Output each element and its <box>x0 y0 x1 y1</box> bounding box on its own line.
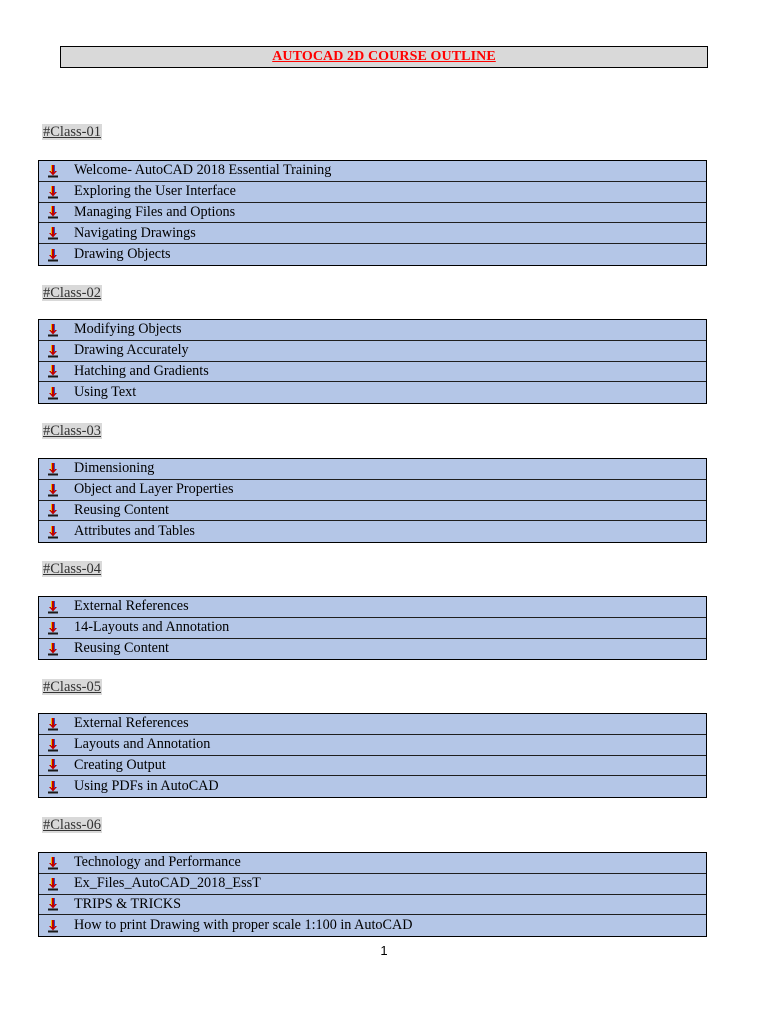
list-item <box>39 874 706 895</box>
arrow-down-bullet-icon <box>46 364 60 378</box>
list-item-label: Ex_Files_AutoCAD_2018_EssT <box>74 875 261 892</box>
list-item-label: Modifying Objects <box>74 321 182 338</box>
list-item-label: TRIPS & TRICKS <box>74 895 181 912</box>
arrow-down-bullet-icon <box>46 323 60 337</box>
class-03-heading: #Class-03 <box>43 423 101 439</box>
arrow-down-bullet-icon <box>46 205 60 219</box>
arrow-down-bullet-icon <box>46 344 60 358</box>
class-04-heading: #Class-04 <box>43 561 101 577</box>
list-item <box>39 853 706 874</box>
arrow-down-bullet-icon <box>46 919 60 933</box>
list-item <box>39 618 706 639</box>
list-item <box>39 501 706 522</box>
arrow-down-bullet-icon <box>46 600 60 614</box>
arrow-down-bullet-icon <box>46 758 60 772</box>
list-item <box>39 639 706 660</box>
list-item <box>39 223 706 244</box>
class-05-list <box>38 713 707 798</box>
list-item <box>39 182 706 203</box>
list-item <box>39 714 706 735</box>
list-item <box>39 895 706 916</box>
list-item <box>39 915 706 936</box>
list-item-label: Using Text <box>74 384 137 401</box>
class-06-heading: #Class-06 <box>43 817 101 833</box>
class-02-list <box>38 319 707 404</box>
class-03-list <box>38 458 707 543</box>
list-item-label: Reusing Content <box>74 501 169 518</box>
list-item-label: Technology and Performance <box>74 854 241 871</box>
class-01-list <box>38 160 707 266</box>
list-item <box>39 521 706 542</box>
list-item-label: How to print Drawing with proper scale 1:100 in AutoCAD <box>74 917 413 934</box>
list-item-label: Reusing Content <box>74 640 169 657</box>
arrow-down-bullet-icon <box>46 621 60 635</box>
list-item-label: Drawing Objects <box>74 246 171 263</box>
list-item-label: Managing Files and Options <box>74 203 236 220</box>
list-item-label: Dimensioning <box>74 460 155 477</box>
list-item <box>39 597 706 618</box>
list-item <box>39 776 706 797</box>
course-title: AUTOCAD 2D COURSE OUTLINE <box>272 49 496 64</box>
class-02-heading: #Class-02 <box>43 285 101 301</box>
list-item-label: External References <box>74 715 189 732</box>
list-item <box>39 203 706 224</box>
arrow-down-bullet-icon <box>46 717 60 731</box>
list-item <box>39 735 706 756</box>
list-item-label: Exploring the User Interface <box>74 183 236 200</box>
list-item-label: Navigating Drawings <box>74 224 196 241</box>
list-item-label: Hatching and Gradients <box>74 362 209 379</box>
list-item <box>39 480 706 501</box>
list-item <box>39 244 706 265</box>
arrow-down-bullet-icon <box>46 780 60 794</box>
arrow-down-bullet-icon <box>46 386 60 400</box>
list-item <box>39 362 706 383</box>
list-item-label: Creating Output <box>74 756 166 773</box>
list-item <box>39 341 706 362</box>
arrow-down-bullet-icon <box>46 226 60 240</box>
arrow-down-bullet-icon <box>46 642 60 656</box>
arrow-down-bullet-icon <box>46 503 60 517</box>
list-item <box>39 756 706 777</box>
arrow-down-bullet-icon <box>46 738 60 752</box>
list-item <box>39 161 706 182</box>
list-item-label: Object and Layer Properties <box>74 481 234 498</box>
list-item <box>39 320 706 341</box>
class-05-heading: #Class-05 <box>43 679 101 695</box>
course-title-box <box>60 46 708 68</box>
page-number: 1 <box>380 943 388 958</box>
list-item <box>39 459 706 480</box>
arrow-down-bullet-icon <box>46 462 60 476</box>
class-04-list <box>38 596 707 660</box>
arrow-down-bullet-icon <box>46 856 60 870</box>
class-01-heading: #Class-01 <box>43 124 101 140</box>
list-item-label: Attributes and Tables <box>74 523 195 540</box>
list-item-label: External References <box>74 598 189 615</box>
arrow-down-bullet-icon <box>46 248 60 262</box>
list-item-label: Drawing Accurately <box>74 342 189 359</box>
arrow-down-bullet-icon <box>46 877 60 891</box>
list-item-label: Welcome- AutoCAD 2018 Essential Training <box>74 162 332 179</box>
list-item-label: 14-Layouts and Annotation <box>74 619 230 636</box>
list-item <box>39 382 706 403</box>
arrow-down-bullet-icon <box>46 525 60 539</box>
arrow-down-bullet-icon <box>46 185 60 199</box>
arrow-down-bullet-icon <box>46 164 60 178</box>
arrow-down-bullet-icon <box>46 897 60 911</box>
arrow-down-bullet-icon <box>46 483 60 497</box>
class-06-list <box>38 852 707 937</box>
list-item-label: Using PDFs in AutoCAD <box>74 778 219 795</box>
list-item-label: Layouts and Annotation <box>74 736 211 753</box>
